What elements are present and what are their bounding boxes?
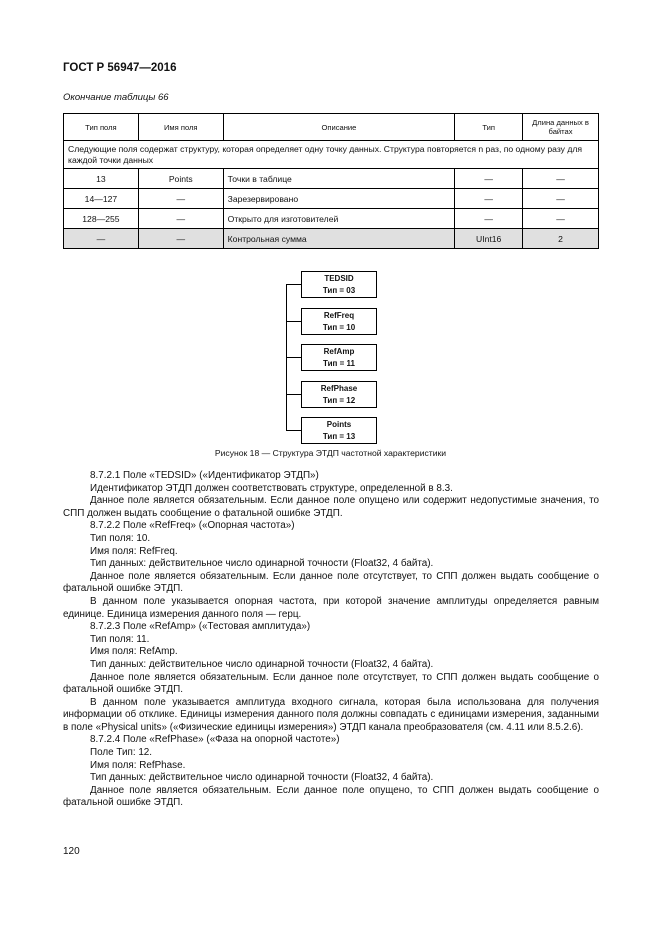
- connector-branch: [286, 357, 301, 358]
- table-caption: Окончание таблицы 66: [63, 92, 169, 103]
- box-type: Тип = 03: [322, 286, 356, 295]
- figure-caption: Рисунок 18 — Структура ЭТДП частотной характеристики: [214, 448, 447, 458]
- section-heading: 8.7.2.2 Поле «RefFreq» («Опорная частота»): [90, 520, 295, 532]
- table-cell: Точки в таблице: [223, 169, 455, 189]
- section-heading: 8.7.2.1 Поле «TEDSID» («Идентификатор ЭТДП»): [90, 470, 319, 481]
- table-cell: —: [455, 169, 523, 189]
- paragraph: Имя поля: RefPhase.: [90, 759, 186, 771]
- table-cell: —: [138, 229, 223, 249]
- section-heading: 8.7.2.4 Поле «RefPhase» («Фаза на опорной частоте»): [90, 734, 340, 746]
- document-header: ГОСТ Р 56947—2016: [63, 62, 177, 74]
- section-heading: 8.7.2.3 Поле «RefAmp» («Тестовая амплитуда»): [90, 621, 311, 633]
- table-cell: —: [64, 229, 139, 249]
- connector-branch: [286, 284, 301, 285]
- paragraph: Тип поля: 11.: [90, 633, 150, 645]
- structure-diagram: [280, 268, 390, 440]
- column-header: Описание: [223, 114, 455, 141]
- box-name: RefPhase: [320, 384, 358, 393]
- box-type: Тип = 10: [322, 323, 356, 332]
- table-cell: Зарезервировано: [223, 189, 455, 209]
- table-cell: UInt16: [455, 229, 523, 249]
- box-name: Points: [326, 420, 352, 429]
- table-cell: Points: [138, 169, 223, 189]
- table-row: [64, 229, 599, 249]
- table-header-row: [64, 114, 599, 141]
- span-row-text: Следующие поля содержат структуру, которая определяет одну точку данных. Структура повторяется n раз, по одному разу для каждой точки данных: [64, 141, 599, 169]
- diagram-box-refphase: [301, 381, 377, 408]
- diagram-box-tedsid: [301, 271, 377, 298]
- paragraph: Тип данных: действительное число одинарной точности (Float32, 4 байта).: [90, 558, 434, 570]
- table-row: [64, 209, 599, 229]
- connector-branch: [286, 394, 301, 395]
- box-type: Тип = 11: [323, 359, 355, 368]
- table-row: [64, 189, 599, 209]
- box-name: TEDSID: [324, 274, 354, 283]
- paragraph: Данное поле является обязательным. Если данное поле опущено или содержит недопустимые значения, то СПП должен выдать сообщение о фатальной ошибке ЭТДП.: [63, 495, 599, 519]
- table-cell: 2: [523, 229, 599, 249]
- table-cell: —: [523, 209, 599, 229]
- column-header: Имя поля: [138, 114, 223, 141]
- diagram-box-points: [301, 417, 377, 444]
- paragraph: В данном поле указывается опорная частота, при которой значение амплитуды определяется равным единице. Единица измерения данного поля — герц.: [63, 595, 599, 620]
- table-cell: 14—127: [64, 189, 139, 209]
- column-header: Тип: [455, 114, 523, 141]
- paragraph: Тип данных: действительное число одинарной точности (Float32, 4 байта).: [90, 772, 434, 784]
- table-cell: 13: [64, 169, 139, 189]
- table-cell: Открыто для изготовителей: [223, 209, 455, 229]
- table-cell: —: [455, 189, 523, 209]
- connector-branch: [286, 430, 301, 431]
- table-row: [64, 169, 599, 189]
- box-type: Тип = 12: [322, 396, 356, 405]
- table-cell: Контрольная сумма: [223, 229, 455, 249]
- table-cell: —: [138, 209, 223, 229]
- paragraph: В данном поле указывается амплитуда входного сигнала, которая была использована для получения информации об отклике. Единицы измерения данного поля должны совпадать с единицами измерения, заданными в поле «Physical units» («Физические единицы измерения») ЭТДП канала преобразователя (см. 4.11 или 8.5.2.6).: [63, 696, 599, 733]
- page-number: 120: [63, 846, 80, 857]
- paragraph: Данное поле является обязательным. Если данное поле отсутствует, то СПП должен выдать сообщение о фатальной ошибке ЭТДП.: [63, 570, 599, 595]
- paragraph: Имя поля: RefAmp.: [90, 646, 178, 658]
- table-cell: —: [138, 189, 223, 209]
- paragraph: Тип данных: действительное число одинарной точности (Float32, 4 байта).: [90, 658, 434, 670]
- box-name: RefFreq: [323, 311, 355, 320]
- body-text: [63, 470, 599, 810]
- table-cell: —: [455, 209, 523, 229]
- column-header: Длина данных в байтах: [523, 114, 599, 141]
- paragraph: Тип поля: 10.: [90, 532, 151, 544]
- paragraph: Данное поле является обязательным. Если данное поле отсутствует, то СПП должен выдать сообщение о фатальной ошибке ЭТДП.: [63, 671, 599, 696]
- diagram-box-reffreq: [301, 308, 377, 335]
- data-table: [63, 113, 599, 249]
- box-name: RefAmp: [323, 347, 355, 356]
- box-type: Тип = 13: [322, 432, 356, 441]
- table-cell: —: [523, 169, 599, 189]
- paragraph: Данное поле является обязательным. Если данное поле опущено, то СПП должен выдать сообщение о фатальной ошибке ЭТДП.: [63, 784, 599, 809]
- table-cell: 128—255: [64, 209, 139, 229]
- table-cell: —: [523, 189, 599, 209]
- column-header: Тип поля: [64, 114, 139, 141]
- diagram-box-refamp: [301, 344, 377, 371]
- paragraph: Идентификатор ЭТДП должен соответствовать структуре, определенной в 8.3.: [90, 482, 453, 494]
- paragraph: Поле Тип: 12.: [90, 747, 153, 759]
- table-span-row: [64, 141, 599, 169]
- connector-branch: [286, 321, 301, 322]
- paragraph: Имя поля: RefFreq.: [90, 545, 178, 557]
